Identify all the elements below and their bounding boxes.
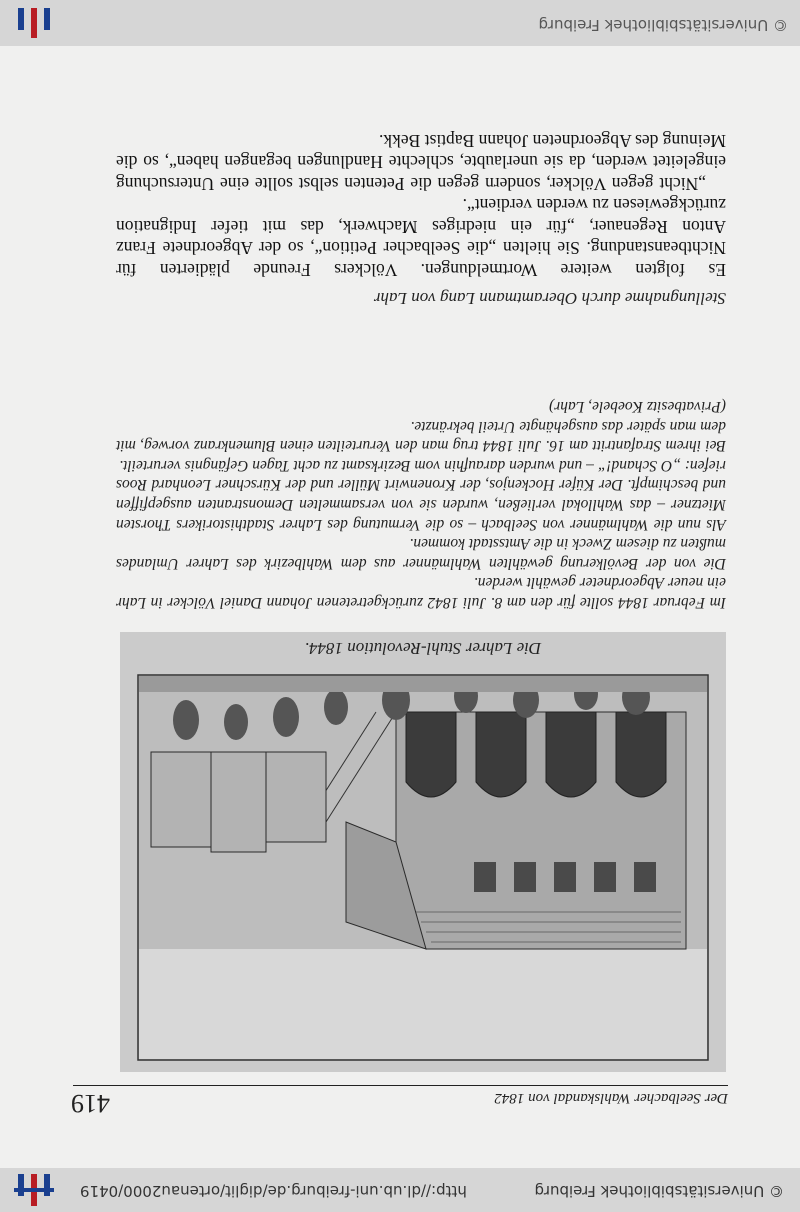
image-credit: (Privatbesitz Koebele, Lahr) bbox=[549, 398, 726, 416]
library-logo-icon bbox=[14, 1174, 54, 1206]
viewer-bottom-bar bbox=[0, 0, 800, 46]
engraving-caption: Die Lahrer Stuhl-Revolution 1844. bbox=[304, 639, 542, 658]
library-logo-icon bbox=[14, 8, 54, 38]
header-rule bbox=[73, 1085, 728, 1086]
page-number: 419 bbox=[71, 1089, 110, 1118]
scanned-page bbox=[0, 46, 800, 1168]
caption-paragraph: Die von der Bevölkerung gewählten Wahlmänner aus dem Wahlbezirk des Lahrer Umlandes mußten zu diesem Zweck in die Amtsstadt kommen. bbox=[116, 535, 726, 572]
engraving-drawing bbox=[120, 632, 726, 1072]
figure-caption bbox=[116, 396, 726, 612]
caption-paragraph: Im Februar 1844 sollte für den am 8. Juli 1842 zurückgetretenen Johann Daniel Völcker in Lahr ein neuer Abgeordneter gewählt werden. bbox=[116, 574, 726, 611]
caption-paragraph: Als nun die Wahlmänner von Seelbach – so die Vermutung des Lahrer Stadthistorikers Thorsten Mietzner – das Wahllokal verließen, wurden sie von versammelten Demonstranten ausgepfiffen und beschimpft. Der Küfer Hockenjos, der Kronenwirt Müller und der Kürschner Leonhard Roos riefen: „O Schand!“ – und wurden daraufhin vom Bezirksamt zu acht Tagen Gefängnis verurteilt. bbox=[116, 456, 726, 533]
running-head: Der Seelbacher Wahlskandal von 1842 bbox=[494, 1090, 728, 1106]
viewer-top-bar bbox=[0, 1168, 800, 1212]
attribution-top: © Universitätsbibliothek Freiburg bbox=[534, 1182, 784, 1200]
engraving-illustration bbox=[120, 632, 726, 1072]
body-paragraph: Es folgten weitere Wortmeldungen. Völckers Freunde plädierten für Nichtbeanstandung. Sie hielten „die Seelbacher Petition“, so der Abgeordnete Franz Anton Regenauer, „für ein niedriges Machwerk, das mit tiefer Indignation zurückgewiesen zu werden verdient“. bbox=[116, 195, 726, 280]
caption-paragraph: Bei ihrem Strafantritt am 16. Juli 1844 trug man den Verurteilten einen Blumenkranz vorweg, mit dem man später das ausgehängte Urteil bekränzte. bbox=[116, 417, 726, 455]
page-url[interactable]: http://dl.ub.uni-freiburg.de/diglit/ortenau2000/0419 bbox=[80, 1182, 467, 1200]
body-text bbox=[116, 130, 726, 281]
section-subheading: Stellungnahme durch Oberamtmann Lang von Lahr bbox=[373, 289, 726, 308]
attribution-bottom: © Universitätsbibliothek Freiburg bbox=[538, 16, 788, 34]
body-paragraph: „Nicht gegen Völcker, sondern gegen die Petenten selbst sollte eine Untersuchung eingeleitet werden, da sie unerlaubte, schlechte Handlungen begangen haben“, so die Meinung des Abgeordneten Johann Baptist Bekk. bbox=[116, 131, 726, 194]
